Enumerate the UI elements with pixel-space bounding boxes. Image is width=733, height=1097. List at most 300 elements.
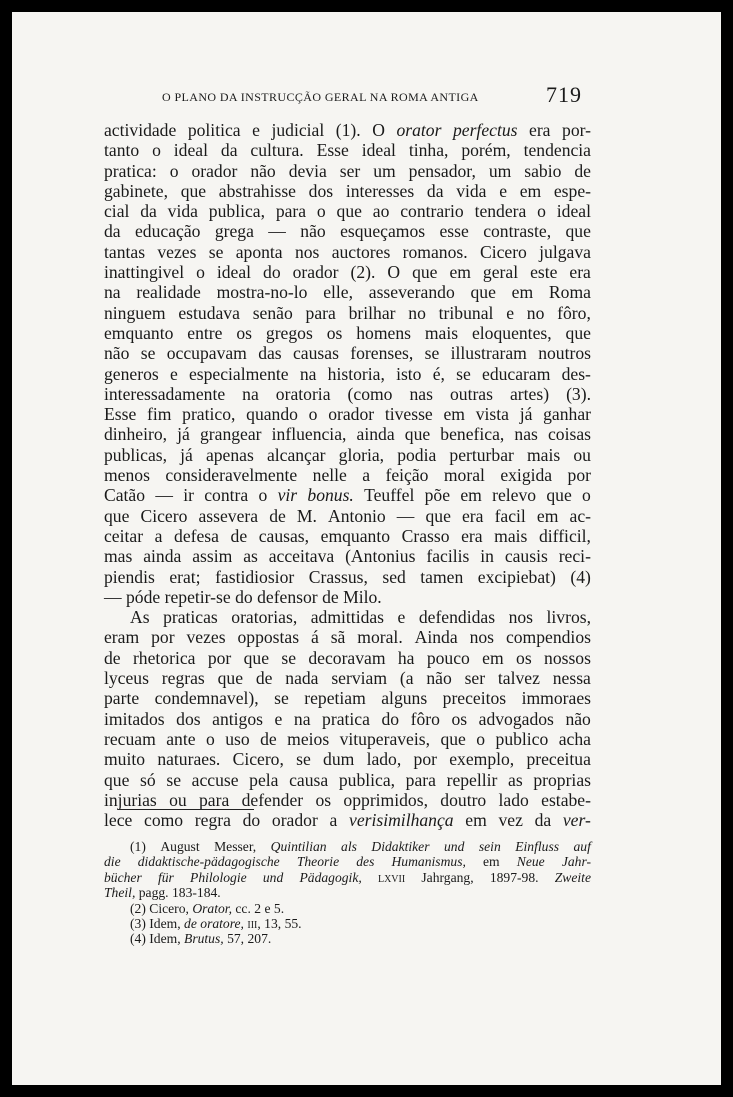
word: auf xyxy=(573,839,591,854)
word: mostra-no-lo xyxy=(216,282,308,303)
word: em xyxy=(483,854,500,870)
word: piendis xyxy=(104,566,155,587)
footnote-line xyxy=(104,901,591,916)
word: des- xyxy=(561,363,591,384)
word: que xyxy=(104,505,130,526)
word: espe- xyxy=(553,180,591,201)
word: um xyxy=(488,160,512,181)
word: não xyxy=(104,343,130,364)
word: ainda xyxy=(143,546,182,567)
word: á xyxy=(310,627,319,648)
word: se xyxy=(296,749,311,770)
word: bonus. xyxy=(307,485,354,506)
word: nos xyxy=(469,627,495,648)
text-line xyxy=(104,790,591,810)
word: contrario xyxy=(400,201,464,222)
word: as xyxy=(243,546,258,567)
word: de xyxy=(322,586,339,607)
word: Cicero, xyxy=(232,749,284,770)
word: orador xyxy=(191,160,238,181)
word: difficil, xyxy=(538,525,591,546)
word: (a xyxy=(399,668,414,689)
text-line xyxy=(104,161,591,181)
word: póde xyxy=(126,586,161,607)
word: porém, xyxy=(461,140,511,161)
word: exigida xyxy=(500,465,553,486)
word: Crassus, xyxy=(308,566,368,587)
word: mas xyxy=(104,546,133,567)
word: nelle xyxy=(312,465,347,486)
word: publico xyxy=(495,728,549,749)
word: consideravelmente xyxy=(165,465,298,486)
text-line xyxy=(104,506,591,526)
word: didaktische-pädagogische xyxy=(137,854,280,870)
word: os xyxy=(326,322,343,343)
text-line xyxy=(104,567,591,587)
word: assim xyxy=(192,546,233,567)
word: exemplo, xyxy=(449,749,515,770)
word: meios xyxy=(287,728,330,749)
word: rhetorica xyxy=(132,647,196,668)
word: o xyxy=(316,201,326,222)
word: não xyxy=(565,708,591,729)
word: a xyxy=(154,525,163,546)
word: cial xyxy=(104,201,130,222)
word: era xyxy=(461,505,484,526)
word: vituperaveis, xyxy=(339,728,430,749)
word: — xyxy=(396,505,415,526)
word: em xyxy=(465,810,487,831)
word: cultura. xyxy=(250,140,304,161)
word: do xyxy=(381,708,400,729)
book-page xyxy=(12,12,721,1085)
word: Philologie xyxy=(190,869,247,885)
word: já xyxy=(180,444,193,465)
word: Crasso xyxy=(401,525,450,546)
word: um xyxy=(373,160,396,181)
word: interessadamente xyxy=(104,383,226,404)
word: 1897-98. xyxy=(489,869,539,885)
word: julgava xyxy=(539,241,591,262)
footnotes xyxy=(104,839,591,947)
word: 5. xyxy=(273,900,285,916)
word: fôro xyxy=(410,708,440,729)
word: de xyxy=(255,668,273,689)
word: tamen xyxy=(420,566,464,587)
word: ideal xyxy=(556,201,591,222)
word: admittidas xyxy=(310,607,385,628)
word: pratica: xyxy=(104,160,157,181)
word: de xyxy=(574,160,591,181)
word: elle, xyxy=(323,282,354,303)
word: 57, xyxy=(227,931,245,947)
word: na xyxy=(104,282,121,303)
text-line xyxy=(104,688,591,708)
word: por xyxy=(207,647,232,668)
word: tendencia xyxy=(523,140,591,161)
text-line xyxy=(104,303,591,323)
word: vida xyxy=(167,201,198,222)
text-line xyxy=(104,201,591,221)
word: da xyxy=(220,140,238,161)
word: asseverando xyxy=(368,282,455,303)
word: estudava xyxy=(178,302,240,323)
word: pratico, xyxy=(182,404,236,425)
word: Ainda xyxy=(414,627,458,648)
word: Cicero xyxy=(479,241,527,262)
word: iii, xyxy=(247,916,261,932)
word: e xyxy=(274,708,283,729)
word: grangear xyxy=(199,424,262,445)
word: em xyxy=(460,485,482,506)
text-line xyxy=(104,465,591,485)
word: muito xyxy=(104,749,146,770)
body-text xyxy=(104,120,591,830)
word: o xyxy=(196,262,205,283)
word: influencia, xyxy=(271,424,347,445)
word: vezes xyxy=(157,241,197,262)
word: O xyxy=(387,262,401,283)
word: pela xyxy=(249,769,279,790)
word: antigos xyxy=(212,708,263,729)
word: Teuffel xyxy=(364,485,415,506)
word: os xyxy=(451,708,468,729)
word: homens xyxy=(356,322,411,343)
word: Pädagogik, xyxy=(299,869,362,885)
word: ver- xyxy=(562,810,591,831)
word: é, xyxy=(432,363,445,384)
word: vida xyxy=(456,180,487,201)
word: de xyxy=(104,647,121,668)
word: na xyxy=(242,383,259,404)
word: oratoria xyxy=(275,383,331,404)
word: praticas xyxy=(163,607,218,628)
text-line xyxy=(104,120,591,140)
word: Humanismus, xyxy=(391,854,466,870)
footnote-line xyxy=(104,870,591,885)
word: erat; xyxy=(169,566,201,587)
word: põe xyxy=(424,485,451,506)
word: perturbar xyxy=(449,444,514,465)
word: em xyxy=(511,282,534,303)
word: Milo. xyxy=(343,586,382,607)
word: ser xyxy=(339,160,361,181)
word: inattingivel xyxy=(104,262,185,283)
word: romanos. xyxy=(402,241,468,262)
word: noutros xyxy=(538,343,591,364)
word: talvez xyxy=(497,668,540,689)
word: da xyxy=(104,221,121,242)
word: Jahr- xyxy=(561,854,591,870)
word: historia, xyxy=(327,363,385,384)
word: menos xyxy=(104,465,150,486)
word: ideal xyxy=(173,140,208,161)
word: isto xyxy=(396,363,422,384)
word: (3) xyxy=(130,916,146,932)
word: verisimilhança xyxy=(349,810,454,831)
word: — xyxy=(155,485,173,506)
word: brilhar xyxy=(348,302,396,323)
word: assevera xyxy=(198,505,259,526)
word: serviam xyxy=(331,668,388,689)
word: ideal xyxy=(216,262,252,283)
word: já xyxy=(519,404,533,425)
word: os xyxy=(516,647,532,668)
word: por xyxy=(413,749,437,770)
word: grega xyxy=(214,221,254,242)
word: Messer, xyxy=(214,839,257,854)
word: 183-184. xyxy=(171,885,221,901)
word: Esse xyxy=(316,140,349,161)
word: decoravam xyxy=(308,647,386,668)
word: auctores xyxy=(331,241,391,262)
word: em xyxy=(443,404,465,425)
word: ou xyxy=(169,789,187,810)
word: illustraram xyxy=(450,343,527,364)
word: quando xyxy=(246,404,298,425)
word: 13, xyxy=(264,916,282,932)
word: Cicero xyxy=(140,505,188,526)
word: de xyxy=(269,505,286,526)
footnote-line xyxy=(104,839,591,854)
word: que xyxy=(440,728,466,749)
word: Idem, xyxy=(149,931,181,947)
word: ir xyxy=(183,485,194,506)
word: que xyxy=(425,505,451,526)
word: ha xyxy=(397,647,415,668)
word: für xyxy=(157,869,174,885)
word: moral xyxy=(443,465,485,486)
word: tantas xyxy=(104,241,146,262)
word: era xyxy=(461,525,483,546)
word: ao xyxy=(372,201,390,222)
word: eloquentes, xyxy=(471,322,552,343)
word: publica, xyxy=(208,201,265,222)
word: (4) xyxy=(570,566,591,587)
word: lxvii xyxy=(377,869,406,885)
word: interesses xyxy=(345,180,415,201)
word: os xyxy=(315,789,332,810)
word: que xyxy=(565,221,591,242)
word: fim xyxy=(146,404,172,425)
text-line xyxy=(104,587,591,607)
word: oppostas xyxy=(237,627,300,648)
text-line xyxy=(104,384,591,404)
text-line xyxy=(104,485,591,505)
word: devia xyxy=(288,160,327,181)
word: advogados xyxy=(478,708,554,729)
text-line xyxy=(104,668,591,688)
word: sã xyxy=(330,627,346,648)
text-line xyxy=(104,709,591,729)
word: para xyxy=(305,302,336,323)
text-line xyxy=(104,364,591,384)
word: acceitava xyxy=(268,546,335,567)
text-line xyxy=(104,424,591,444)
word: vista xyxy=(475,404,509,425)
word: o xyxy=(152,140,161,161)
word: educaram xyxy=(482,363,551,384)
word: alcançar xyxy=(266,444,326,465)
word: pratica xyxy=(322,708,370,729)
word: forenses, xyxy=(350,343,414,364)
word: o xyxy=(169,160,179,181)
word: 2 xyxy=(254,900,262,916)
word: sabio xyxy=(524,160,562,181)
word: — xyxy=(268,221,286,242)
footnote-line xyxy=(104,885,591,900)
word: actividade xyxy=(104,120,177,140)
word: nos xyxy=(294,241,320,262)
word: o xyxy=(205,728,215,749)
word: Brutus, xyxy=(184,931,224,947)
text-line xyxy=(104,627,591,647)
word: podia xyxy=(397,444,437,465)
word: nas xyxy=(409,383,433,404)
word: politica xyxy=(187,120,241,140)
word: não xyxy=(300,221,326,242)
word: alguns xyxy=(381,688,428,709)
word: se xyxy=(140,343,156,364)
text-line xyxy=(104,770,591,790)
word: lece xyxy=(104,810,133,831)
word: causas, xyxy=(258,525,310,546)
word: defensor xyxy=(257,586,318,607)
word: causa xyxy=(289,769,329,790)
word: gabinete, xyxy=(104,180,168,201)
word: moral. xyxy=(357,627,403,648)
word: immoraes xyxy=(521,688,591,709)
word: ceitar xyxy=(104,525,144,546)
word: ante xyxy=(166,728,196,749)
word: senão xyxy=(252,302,293,323)
word: (1). xyxy=(335,120,361,140)
word: nossos xyxy=(544,647,591,668)
word: já xyxy=(177,424,190,445)
word: repetiam xyxy=(304,688,366,709)
word: tribunal xyxy=(438,302,494,323)
word: o xyxy=(476,728,486,749)
word: se xyxy=(208,241,224,262)
word: se xyxy=(424,343,440,364)
word: Cicero, xyxy=(149,900,189,916)
word: regra xyxy=(194,810,231,831)
word: accuse xyxy=(191,769,239,790)
word: Roma xyxy=(548,282,591,303)
footnote-line xyxy=(104,916,591,931)
word: da xyxy=(140,201,157,222)
word: abstrahisse xyxy=(218,180,296,201)
word: esqueçamos xyxy=(340,221,426,242)
word: naturaes. xyxy=(157,749,221,770)
text-line xyxy=(104,526,591,546)
word: não xyxy=(250,160,276,181)
page-number: 719 xyxy=(546,82,582,107)
word: sein xyxy=(478,839,501,854)
word: Quintilian xyxy=(270,839,327,854)
word: lyceus xyxy=(104,668,149,689)
word: pagg. xyxy=(138,885,169,901)
word: este xyxy=(530,262,558,283)
word: que xyxy=(217,668,243,689)
word: Antonio xyxy=(328,505,386,526)
word: (1) xyxy=(130,839,146,854)
word: orador xyxy=(328,404,375,425)
word: Idem, xyxy=(149,916,181,932)
text-line xyxy=(104,729,591,749)
word: facil xyxy=(494,505,526,526)
word: para xyxy=(275,201,307,222)
word: ainda xyxy=(356,424,395,445)
word: contra xyxy=(204,485,249,506)
word: do xyxy=(242,810,261,831)
word: fôro, xyxy=(557,302,591,323)
word: imitados xyxy=(104,708,165,729)
word: esse xyxy=(439,221,469,242)
word: als xyxy=(341,839,357,854)
word: des xyxy=(356,854,375,870)
word: para xyxy=(199,789,230,810)
word: regras xyxy=(161,668,205,689)
word: acha xyxy=(558,728,591,749)
word: orador xyxy=(271,810,318,831)
word: und xyxy=(443,839,465,854)
word: por xyxy=(151,627,175,648)
word: da xyxy=(534,810,552,831)
word: generos xyxy=(104,363,159,384)
word: estabe- xyxy=(541,789,591,810)
word: fastidiosior xyxy=(215,566,295,587)
word: Zweite xyxy=(554,869,591,885)
word: só xyxy=(140,769,156,790)
word: gloria, xyxy=(338,444,385,465)
word: que xyxy=(180,180,207,201)
word: que xyxy=(412,262,438,283)
word: ser xyxy=(464,668,486,689)
word: como xyxy=(144,810,184,831)
word: vez xyxy=(498,810,523,831)
word: em xyxy=(482,647,504,668)
word: Jahrgang, xyxy=(421,869,474,885)
word: oratorias, xyxy=(231,607,298,628)
word: mais xyxy=(424,322,459,343)
word: outras xyxy=(449,383,493,404)
word: da xyxy=(426,180,444,201)
word: Einfluss xyxy=(515,839,560,854)
running-head-title: O PLANO DA INSTRUCÇÃO GERAL NA ROMA ANTIGA xyxy=(162,90,479,104)
word: em xyxy=(519,180,542,201)
word: no xyxy=(526,302,545,323)
word: Orator, xyxy=(192,900,232,916)
word: especialmente xyxy=(188,363,289,384)
word: in xyxy=(480,546,494,567)
word: feição xyxy=(385,465,429,486)
word: proprias xyxy=(533,769,591,790)
word: (4) xyxy=(130,931,146,947)
word: se xyxy=(281,647,297,668)
word: dos xyxy=(308,180,334,201)
word: Esse xyxy=(104,404,137,425)
word: era xyxy=(569,262,591,283)
word: mais xyxy=(526,444,561,465)
word: orador xyxy=(292,262,339,283)
word: parte xyxy=(104,688,140,709)
word: recuam xyxy=(104,728,156,749)
word: cc. xyxy=(235,900,251,916)
word: (como xyxy=(347,383,393,404)
text-line xyxy=(104,282,591,302)
word: aponta xyxy=(235,241,283,262)
